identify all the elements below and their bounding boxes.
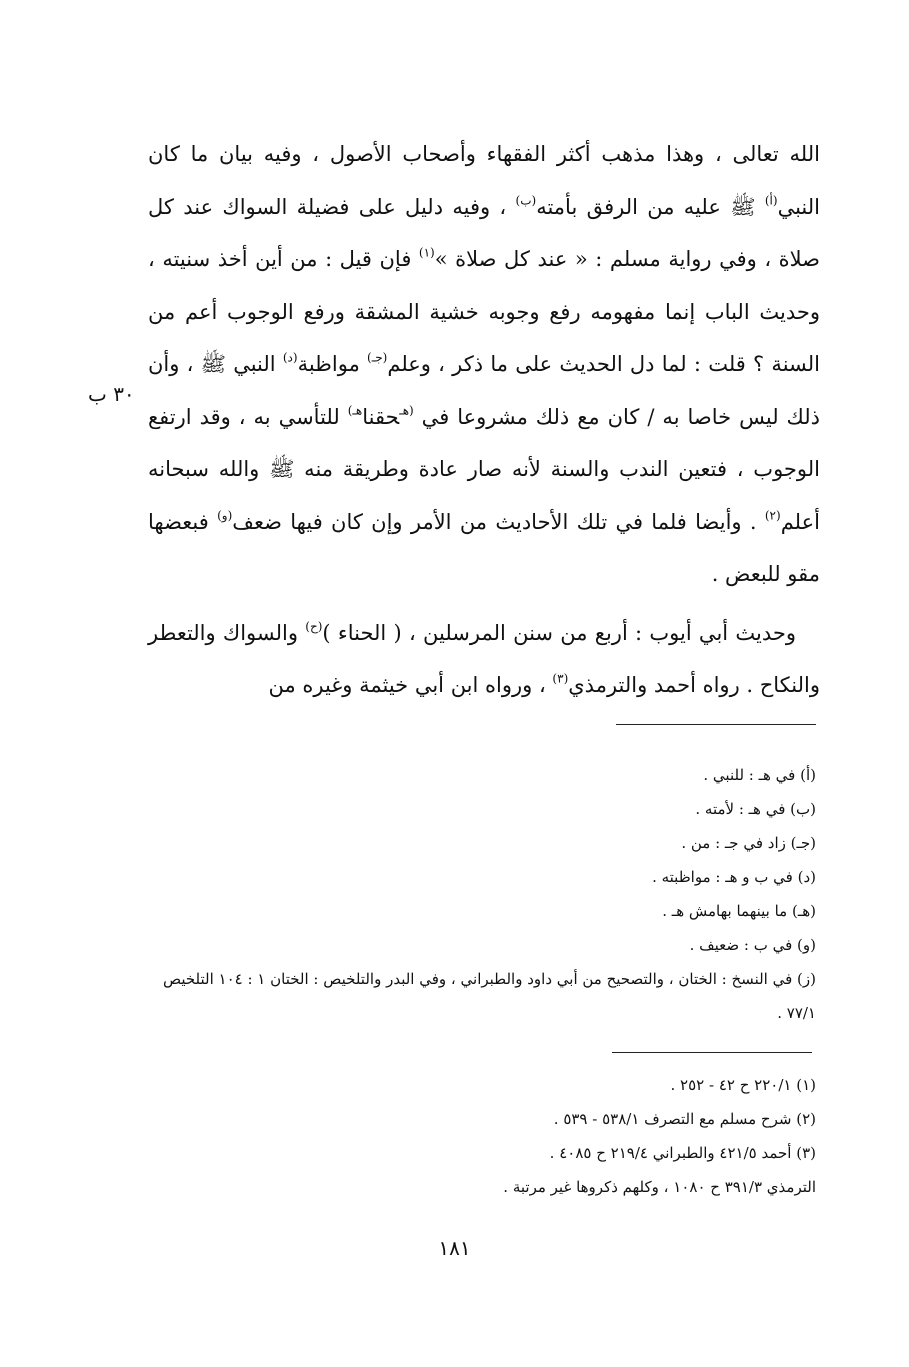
- variant-note: (و) في ب : ضعيف .: [689, 936, 816, 954]
- source-notes: [148, 1068, 816, 1204]
- variant-note: (ب) في هـ : لأمته .: [695, 800, 816, 818]
- variant-marker: (ح): [305, 618, 323, 633]
- text-run: . وأيضا فلما في تلك الأحاديث من الأمر وإن كان فيها ضعف: [232, 509, 765, 534]
- text-run: مواظبة: [297, 352, 368, 376]
- variant-note: (د) في ب و هـ : مواظبته .: [652, 868, 816, 886]
- variant-marker: (أ): [764, 192, 778, 207]
- paragraph-2: [148, 607, 820, 712]
- folio-margin-note: ٣٠ ب: [88, 382, 135, 406]
- text-run: ، وفيه دليل على فضيلة السواك عند كل صلاة ، وفي رواية مسلم : « عند كل صلاة »: [148, 194, 820, 271]
- source-note: (١) ٢٢٠/١ ح ٤٢ - ٢٥٢ .: [670, 1076, 816, 1094]
- source-note: (٢) شرح مسلم مع التصرف ٥٣٨/١ - ٥٣٩ .: [553, 1110, 816, 1128]
- source-notes-divider: [612, 1052, 812, 1053]
- main-text: [148, 128, 820, 712]
- text-run: والسواك والتعطر والنكاح . رواه أحمد والترمذي: [148, 620, 820, 697]
- text-run: فبعضها مقو للبعض .: [148, 509, 820, 586]
- variant-marker: هـ): [347, 402, 363, 417]
- footnote-marker: (٢): [764, 507, 781, 522]
- footnote-marker: (٣): [552, 671, 569, 686]
- variant-marker: (ب): [515, 192, 537, 207]
- text-run: وحديث أبي أيوب : أربع من سنن المرسلين ، ( الحناء ): [322, 620, 796, 645]
- variant-note: (أ) في هـ : للنبي .: [703, 766, 816, 784]
- text-run: حقنا: [362, 404, 400, 429]
- footnote-marker: (١): [418, 245, 435, 260]
- variant-note: (هـ) ما بينهما بهامش هـ .: [662, 902, 816, 920]
- source-note: الترمذي ٣٩١/٣ ح ١٠٨٠ ، وكلهم ذكروها غير مرتبة .: [503, 1178, 816, 1196]
- text-run: ﷺ عليه من الرفق بأمته: [536, 194, 765, 219]
- variant-note: (جـ) زاد في جـ : من .: [681, 834, 816, 852]
- variant-marker: (و): [217, 507, 233, 522]
- text-run: للتأسي به ، وقد ارتفع الوجوب ، فتعين الندب والسنة لأنه صار عادة وطريقة منه ﷺ والله سبحانه أعلم: [148, 404, 820, 534]
- variant-marker: (د): [282, 350, 298, 365]
- variant-notes-divider: [616, 724, 816, 725]
- source-note: (٣) أحمد ٤٢١/٥ والطبراني ٢١٩/٤ ح ٤٠٨٥ .: [549, 1144, 816, 1162]
- variant-marker: (هـ: [399, 402, 414, 417]
- page-number: ١٨١: [438, 1236, 471, 1260]
- variant-note: (ز) في النسخ : الختان ، والتصحيح من أبي داود والطبراني ، وفي البدر والتلخيص : الختان ١ : ١٠٤ التلخيص ٧٧/١ .: [162, 970, 816, 1022]
- text-run: ، ورواه ابن أبي خيثمة وغيره من: [268, 673, 553, 697]
- paragraph-1: [148, 128, 820, 601]
- text-run: فإن قيل : من أين أخذ سنيته ، وحديث الباب إنما مفهومه رفع وجوبه خشية المشقة ورفع الوجوب أعم من السنة ؟ قلت : لما دل الحديث على ما ذكر ، وعلم: [148, 247, 820, 376]
- text-run: النبي ﷺ ، وأن ذلك ليس خاصا به / كان مع ذلك مشروعا في: [148, 352, 821, 429]
- text-run: الله تعالى ، وهذا مذهب أكثر الفقهاء وأصحاب الأصول ، وفيه بيان ما كان النبي: [148, 142, 820, 219]
- variant-marker: (جـ): [367, 350, 388, 365]
- variant-notes: [148, 758, 816, 1030]
